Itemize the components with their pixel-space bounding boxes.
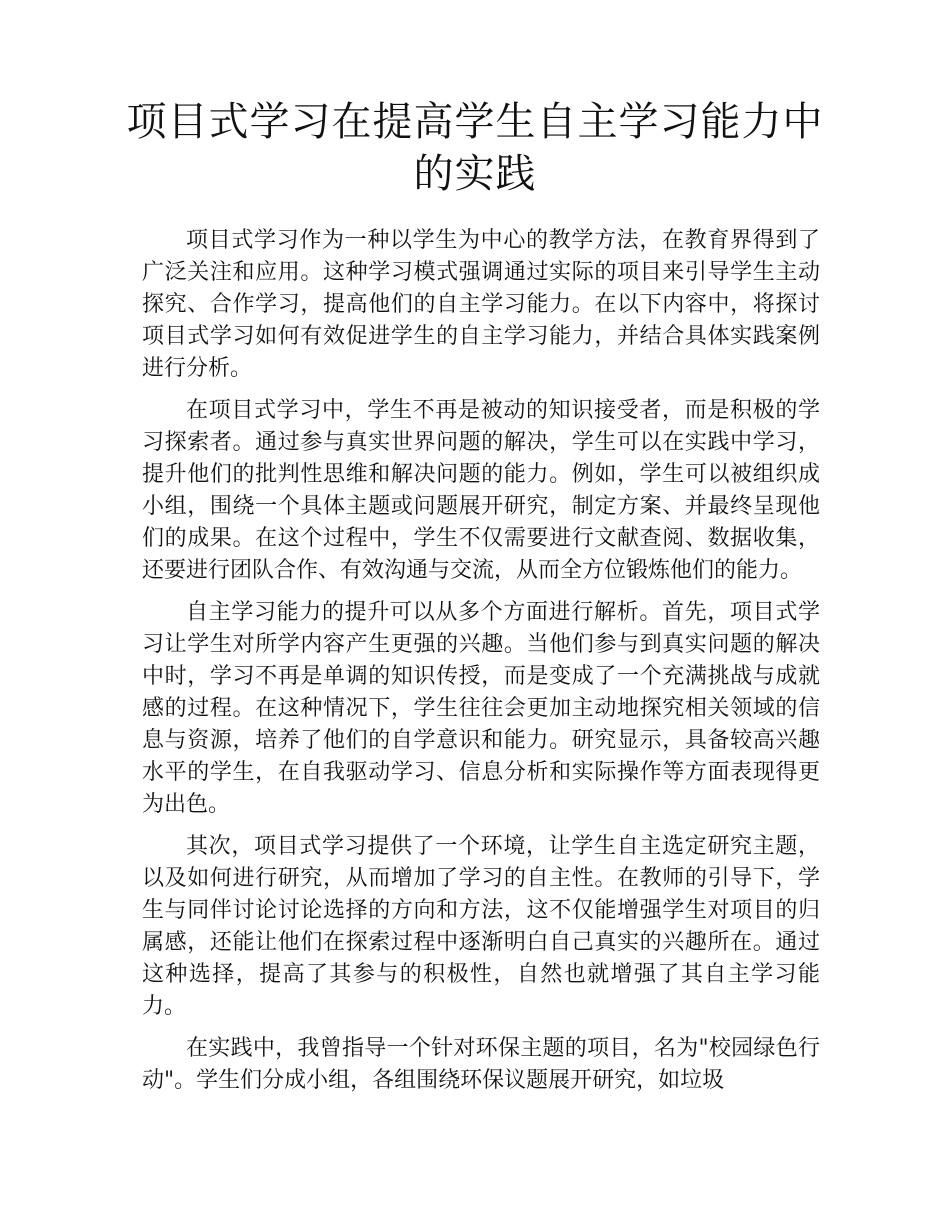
paragraph-5: 在实践中，我曾指导一个针对环保主题的项目，名为"校园绿色行动"。学生们分成小组，各组围绕环保议题展开研究，如垃圾 — [142, 1036, 820, 1093]
document-title: 项目式学习在提高学生自主学习能力中的实践 — [126, 99, 824, 197]
paragraph-3: 自主学习能力的提升可以从多个方面进行解析。首先，项目式学习让学生对所学内容产生更强的兴趣。当他们参与到真实问题的解决中时，学习不再是单调的知识传授，而是变成了一个充满挑战与成就感的过程。在这种情况下，学生往往会更加主动地探究相关领域的信息与资源，培养了他们的自学意识和能力。研究显示，具备较高兴趣水平的学生，在自我驱动学习、信息分析和实际操作等方面表现得更为出色。 — [142, 600, 820, 817]
document-body — [142, 225, 820, 1107]
paragraph-2: 在项目式学习中，学生不再是被动的知识接受者，而是积极的学习探索者。通过参与真实世界问题的解决，学生可以在实践中学习，提升他们的批判性思维和解决问题的能力。例如，学生可以被组织成小组，围绕一个具体主题或问题展开研究，制定方案、并最终呈现他们的成果。在这个过程中，学生不仅需要进行文献查阅、数据收集，还要进行团队合作、有效沟通与交流，从而全方位锻炼他们的能力。 — [142, 398, 820, 583]
paragraph-4: 其次，项目式学习提供了一个环境，让学生自主选定研究主题，以及如何进行研究，从而增加了学习的自主性。在教师的引导下，学生与同伴讨论讨论选择的方向和方法，这不仅能增强学生对项目的归属感，还能让他们在探索过程中逐渐明白自己真实的兴趣所在。通过这种选择，提高了其参与的积极性，自然也就增强了其自主学习能力。 — [142, 834, 820, 1019]
paragraph-1: 项目式学习作为一种以学生为中心的教学方法，在教育界得到了广泛关注和应用。这种学习模式强调通过实际的项目来引导学生主动探究、合作学习，提高他们的自主学习能力。在以下内容中，将探讨项目式学习如何有效促进学生的自主学习能力，并结合具体实践案例进行分析。 — [142, 228, 820, 381]
